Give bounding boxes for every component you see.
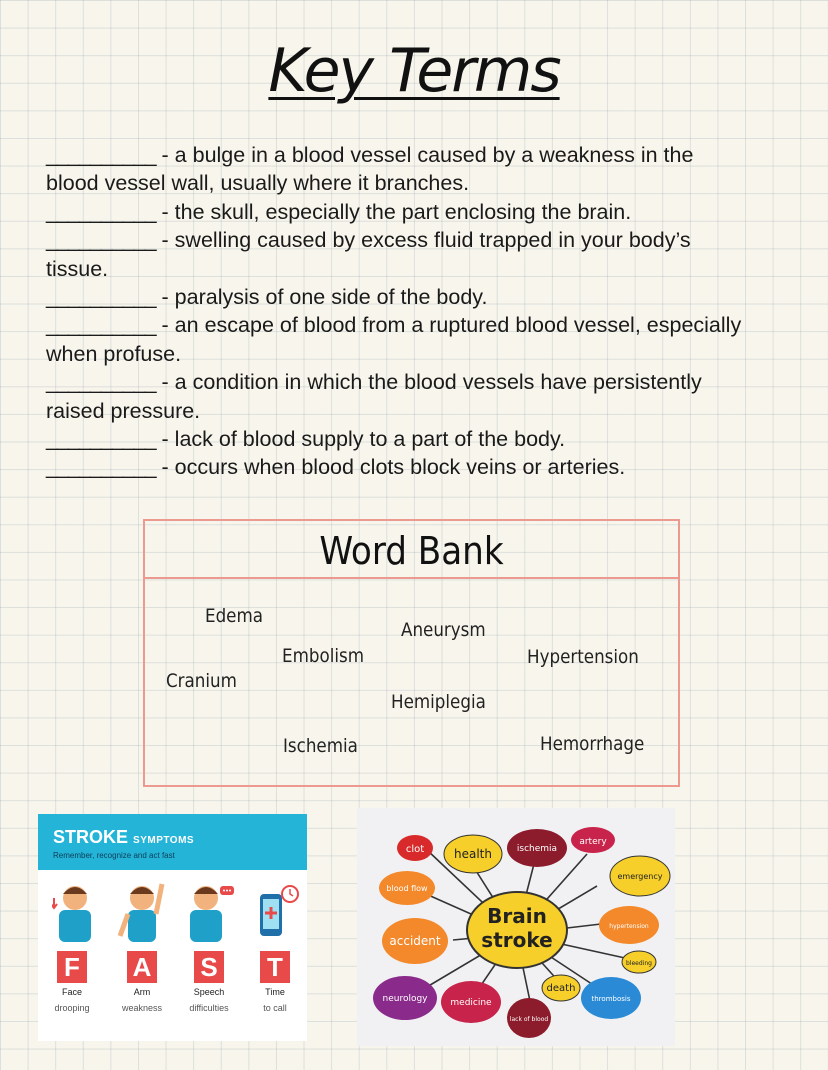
- answer-blank[interactable]: __________: [46, 455, 156, 480]
- svg-text:health: health: [454, 847, 492, 861]
- term-definition: - a bulge in a blood vessel caused by a weakness in the blood vessel wall, usually where it branches.: [46, 143, 694, 196]
- svg-text:death: death: [546, 983, 576, 994]
- infographic-header: [38, 814, 307, 870]
- arm-weakness-figure-icon: [116, 880, 168, 944]
- term-definition: - swelling caused by excess fluid trapped in your body’s tissue.: [46, 228, 691, 281]
- answer-blank[interactable]: __________: [46, 313, 156, 338]
- term-item: [46, 368, 746, 425]
- svg-text:ischemia: ischemia: [516, 844, 558, 854]
- answer-blank[interactable]: __________: [46, 370, 156, 395]
- term-item: [46, 226, 746, 283]
- term-definition: - a condition in which the blood vessels have persistently raised pressure.: [46, 370, 702, 423]
- term-definition: - an escape of blood from a ruptured blood vessel, especially when profuse.: [46, 313, 742, 366]
- fast-detail: difficulties: [189, 1003, 229, 1013]
- word-bank-word: Ischemia: [283, 735, 358, 757]
- fast-letter: S: [194, 951, 224, 983]
- svg-text:lack of blood: lack of blood: [509, 1016, 549, 1023]
- speech-difficulties-figure-icon: [184, 880, 234, 944]
- answer-blank[interactable]: __________: [46, 285, 156, 310]
- svg-text:hypertension: hypertension: [609, 923, 649, 930]
- face-drooping-figure-icon: [52, 880, 98, 944]
- term-item: [46, 198, 746, 226]
- svg-text:emergency: emergency: [617, 872, 663, 881]
- fast-label: Speech: [193, 987, 225, 997]
- word-bank-word: Aneurysm: [401, 619, 486, 641]
- term-item: [46, 283, 746, 311]
- word-bank-word: Embolism: [282, 645, 364, 667]
- fast-label: Arm: [133, 987, 151, 997]
- svg-text:blood flow: blood flow: [386, 884, 428, 893]
- center-label-line1: Brain: [487, 904, 547, 928]
- word-bank-title: Word Bank: [145, 521, 678, 579]
- svg-text:medicine: medicine: [450, 998, 492, 1008]
- term-item: [46, 425, 746, 453]
- term-definition: - lack of blood supply to a part of the body.: [155, 427, 566, 452]
- answer-blank[interactable]: __________: [46, 143, 156, 167]
- svg-text:neurology: neurology: [382, 994, 428, 1004]
- word-bank-word: Hemorrhage: [540, 733, 645, 755]
- stroke-fast-infographic: [38, 814, 307, 1041]
- svg-text:thrombosis: thrombosis: [591, 995, 631, 1003]
- word-bank: [143, 519, 680, 787]
- fast-letter: A: [127, 951, 157, 983]
- fast-letter: T: [260, 951, 290, 983]
- term-item: [46, 453, 746, 481]
- answer-blank[interactable]: __________: [46, 199, 156, 224]
- term-definition: - paralysis of one side of the body.: [155, 285, 488, 310]
- mind-map-graphic: [357, 808, 675, 1046]
- term-item: [46, 311, 746, 368]
- key-terms-list: [46, 141, 746, 482]
- page-title: Key Terms: [268, 36, 560, 106]
- term-definition: - occurs when blood clots block veins or arteries.: [155, 455, 626, 480]
- svg-text:artery: artery: [579, 837, 607, 847]
- fast-detail: drooping: [54, 1003, 90, 1013]
- term-item: [46, 141, 746, 198]
- center-label-line2: stroke: [481, 928, 553, 952]
- word-bank-word: Hemiplegia: [391, 691, 486, 713]
- fast-letter: F: [57, 951, 87, 983]
- infographic-subtitle: Remember, recognize and act fast: [53, 851, 175, 860]
- svg-text:bleeding: bleeding: [626, 960, 652, 967]
- svg-text:clot: clot: [405, 844, 425, 855]
- fast-label: Face: [61, 987, 82, 997]
- word-bank-word: Edema: [205, 605, 263, 627]
- answer-blank[interactable]: __________: [46, 228, 156, 253]
- fast-detail: to call: [263, 1003, 287, 1013]
- term-definition: - the skull, especially the part enclosing the brain.: [155, 199, 632, 224]
- phone-clock-icon: [252, 880, 302, 944]
- brain-stroke-mind-map: [357, 808, 675, 1046]
- answer-blank[interactable]: __________: [46, 427, 156, 452]
- svg-text:accident: accident: [389, 934, 441, 948]
- word-bank-word: Hypertension: [527, 646, 639, 668]
- infographic-title: STROKE SYMPTOMS: [53, 827, 195, 847]
- fast-detail: weakness: [121, 1003, 163, 1013]
- fast-label: Time: [265, 987, 285, 997]
- word-bank-word: Cranium: [166, 670, 237, 692]
